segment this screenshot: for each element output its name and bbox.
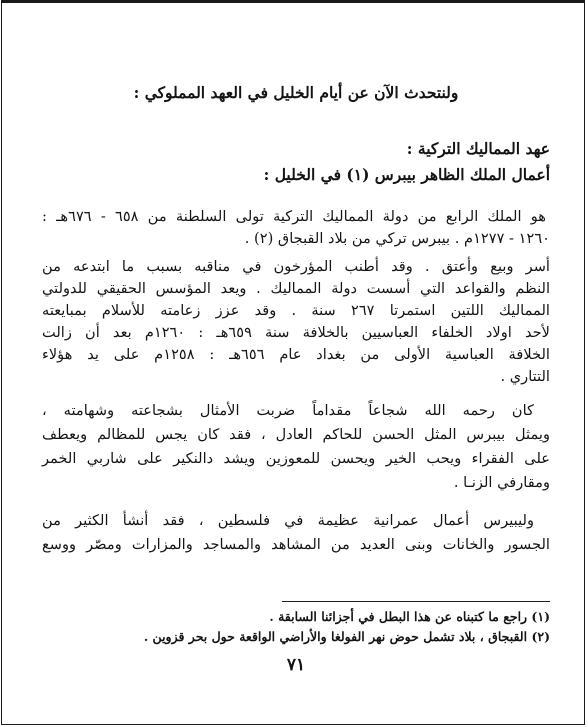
paragraph-line: ويمثل بيبرس المثل الحسن للحاكم العادل ، فقد كان يجس للمظالم ويعطف — [42, 426, 550, 443]
paragraph-line: كان رحمه الله شجاعاً مقداماً ضربت الأمثال بشجاعته وشهامته ، — [42, 402, 534, 419]
page-number: ٧١ — [286, 655, 306, 675]
footnote: (١) راجع ما كتبناه عن هذا البطل في أجزائنا السابقة . — [269, 609, 550, 624]
paragraph-line: الخلافة العباسية الأولى من بغداد عام ٦٥٦هـ : ١٢٥٨م على يد هؤلاء — [42, 346, 550, 363]
paragraph-line: لأحد اولاد الخلفاء العباسيين بالخلافة سنة ٦٥٩هـ : ١٢٦٠م بعد أن زالت — [42, 324, 550, 341]
paragraph-line: الجسور والخانات وبنى العديد من المشاهد والمساجد والمزارات ومصّر ووسع — [42, 536, 550, 553]
section-title: عهد المماليك التركية : — [406, 139, 550, 158]
paragraph-line: التتاري . — [500, 368, 550, 385]
paragraph-line: المماليك اللتين استمرتا ٢٦٧ سنة . وقد عزز زعامته للأسلام بمبايعته — [42, 302, 550, 319]
paragraph-line: النظم والقواعد التي أسست دولة المماليك . ويعد المؤسس الحقيقي للدولتي — [42, 280, 550, 297]
footnote: (٢) القبجاق ، بلاد تشمل حوض نهر الفولغا والأراضي الواقعة حول بحر قزوين . — [143, 629, 550, 644]
paragraph-line: أسر وبيع وأعتق . وقد أطنب المؤرخون في مناقبه بسبب ما ابتدعه من — [42, 258, 550, 275]
page-heading: ولنتحدث الآن عن أيام الخليل في العهد المملوكي : — [133, 83, 459, 102]
section-subtitle: أعمال الملك الظاهر بيبرس (١) في الخليل : — [263, 165, 550, 184]
paragraph-line: وليبيرس أعمال عمرانية عظيمة في فلسطين ، فقد أنشأ الكثير من — [42, 512, 534, 529]
footnote-divider — [282, 601, 550, 602]
paragraph-line: هو الملك الرابع من دولة المماليك التركية تولى السلطنة من ٦٥٨ - ٦٧٦هـ : — [42, 208, 546, 225]
paragraph-line: ١٢٦٠ - ١٢٧٧م . بيبرس تركي من بلاد القبجاق (٢) . — [244, 230, 550, 247]
paragraph-line: ومقارفي الزنـا . — [453, 474, 550, 491]
page-frame — [1, 0, 585, 725]
paragraph-line: على الفقراء ويحب الخير ويحسن للمعوزين ويشد دالنكير على شاربي الخمر — [42, 450, 550, 467]
